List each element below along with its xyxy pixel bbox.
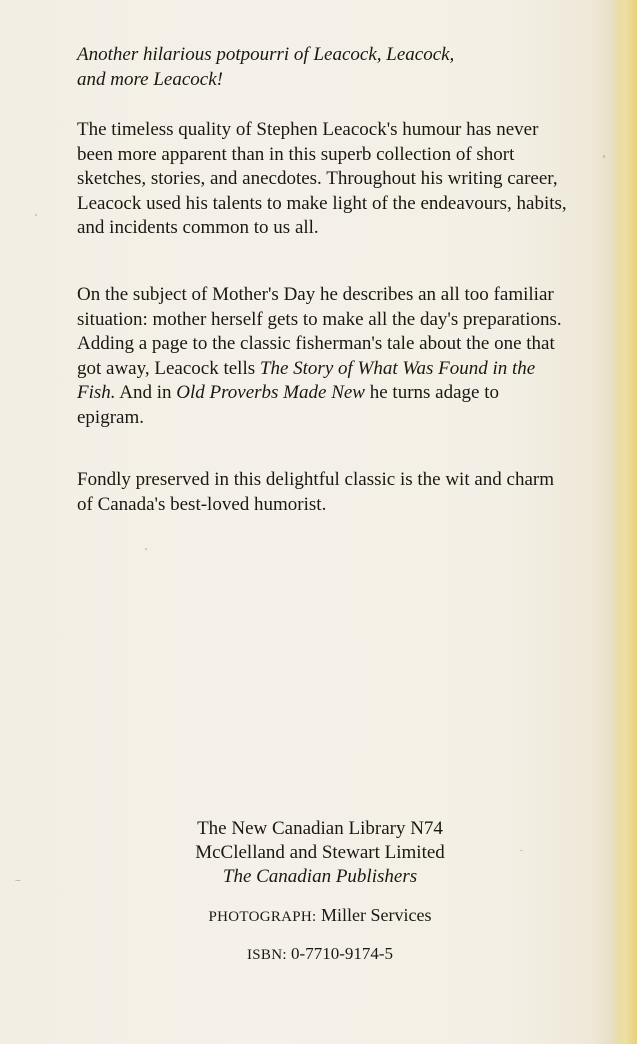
paper-speck <box>35 214 37 216</box>
paper-speck <box>15 880 21 881</box>
photo-credit-name: Miller Services <box>321 905 432 925</box>
publisher-line: McClelland and Stewart Limited <box>195 842 445 863</box>
paragraph-text: Fondly preserved in this delightful classic is the wit and charm of Canada's best-loved humorist. <box>77 469 555 515</box>
photo-credit <box>120 903 520 930</box>
story-title-proverbs: Old Proverbs Made New <box>176 382 365 403</box>
paragraph-text <box>77 283 569 430</box>
tagline-line-2: and more Leacock! <box>77 68 223 90</box>
publisher-tagline: The Canadian Publishers <box>222 866 418 887</box>
isbn-label: ISBN: <box>246 947 287 963</box>
description-paragraph-2 <box>77 283 569 430</box>
isbn-number: 0-7710-9174-5 <box>291 944 394 963</box>
spine-edge <box>615 0 637 1044</box>
paragraph-text-end: he turns adage to epigram. <box>77 382 499 428</box>
paper-speck <box>603 155 605 158</box>
tagline <box>77 43 569 92</box>
paragraph-text: The timeless quality of Stephen Leacock's humour has never been more apparent than in this superb collection of short sketches, stories, and anecdotes. Throughout his writing career, Leacock used his talents to make light of the endeavours, habits, and incidents common to us all. <box>77 119 567 238</box>
paragraph-text-start: On the subject of Mother's Day he describes an all too familiar situation: mother herself gets to make all the day's preparations. Adding a page to the classic fisherman's tale about the one that got away, Leacock tells <box>77 284 562 379</box>
isbn <box>120 942 520 968</box>
description-paragraph-1 <box>77 118 569 241</box>
description-paragraph-3 <box>77 468 569 517</box>
paper-speck <box>520 850 523 851</box>
paper-speck <box>145 548 147 550</box>
story-title-fish: The Story of What Was Found in the Fish. <box>77 357 536 403</box>
tagline-line-1: Another hilarious potpourri of Leacock, Leacock, <box>77 44 455 65</box>
photo-credit-label: PHOTOGRAPH: <box>208 909 317 925</box>
series-line: The New Canadian Library N74 <box>197 818 443 839</box>
paragraph-text-middle: And in <box>115 382 177 403</box>
